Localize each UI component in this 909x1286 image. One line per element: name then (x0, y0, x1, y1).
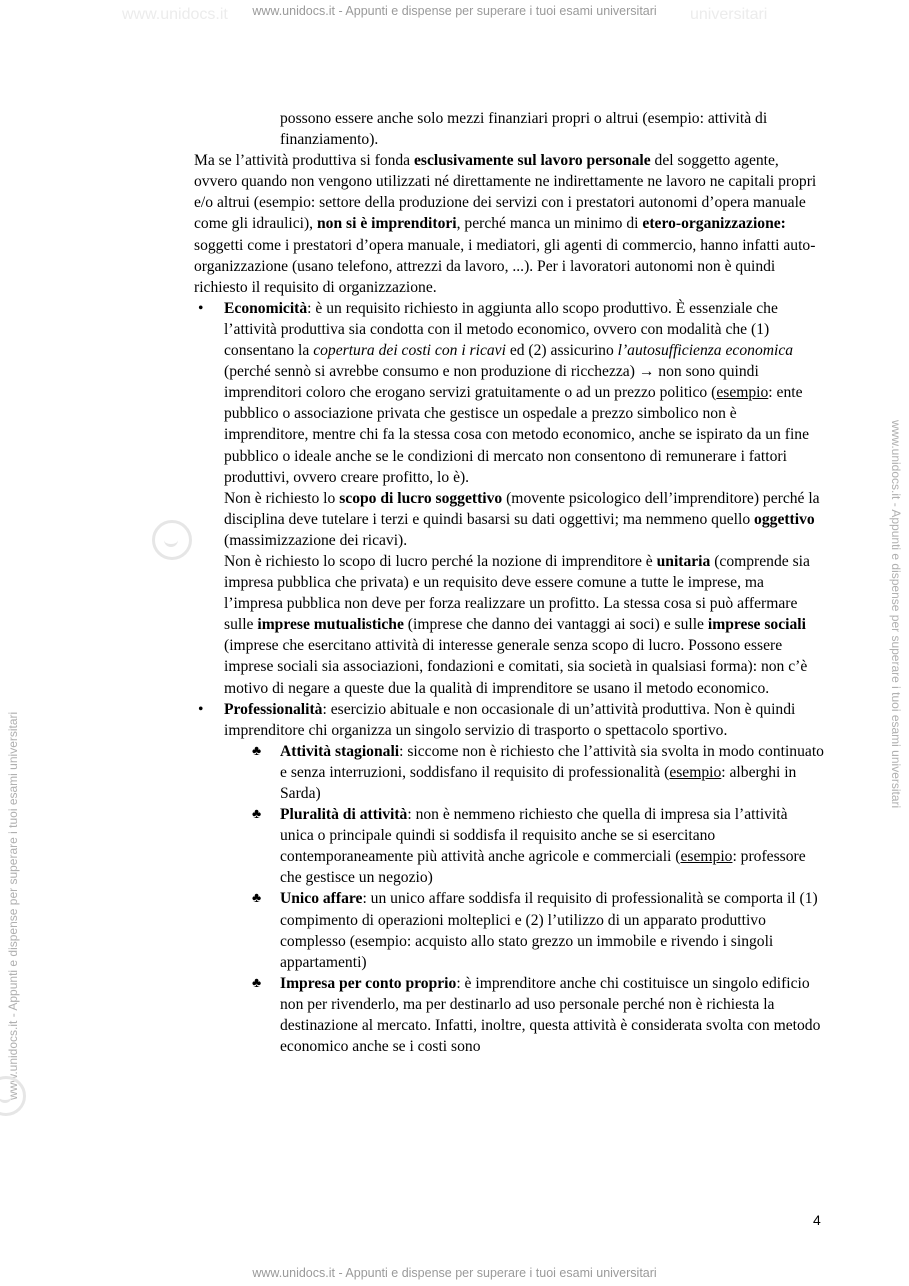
bullet-economicita: • Economicità: è un requisito richiesto in aggiunta allo scopo produttivo. È essenziale che l’attività produttiva sia condotta con il metodo economico, ovvero con modalità che (1) consentano la copertura dei costi con i ricavi ed (2) assicurino l’autosufficienza economica (perché sennò si avrebbe consumo e non produzione di ricchezza) → non sono quindi imprenditori coloro che erogano servizi gratuitamente o ad un prezzo politico (esempio: ente pubblico o associazione privata che gestisce un ospedale a prezzo simbolico non è imprenditore, mentre chi fa la stessa cosa con metodo economico, anche se ispirato da un fine pubblico o ideale anche se le condizioni di mercato non consentono di remunerare i fattori produttivi, ovvero creare profitto, lo è). (198, 299, 809, 486)
item-pluralita-attivita: ♣ Pluralità di attività: non è nemmeno richiesto che quella di impresa sia l’attività unica o principale quindi si soddisfa il requisito anche se si esercitano contemporaneamente più attività anche agricole e commerciali (esempio: professore che gestisce un negozio) (252, 806, 806, 887)
page-number: 4 (813, 1212, 821, 1228)
bullet-icon: • (198, 299, 204, 317)
right-side-watermark: www.unidocs.it - Appunti e dispense per superare i tuoi esami universitari (889, 420, 903, 809)
club-bullet-icon: ♣ (252, 743, 262, 759)
footer-watermark: www.unidocs.it - Appunti e dispense per superare i tuoi esami universitari (252, 1266, 657, 1280)
item-unico-affare: ♣ Unico affare: un unico affare soddisfa il requisito di professionalità se comporta il (1) compimento di operazioni molteplici e (2) l’utilizzo di un apparato produttivo complesso (esempio: acquisto allo stato grezzo un immobile e rivendo i singoli appartamenti) (252, 890, 818, 971)
left-side-watermark: www.unidocs.it - Appunti e dispense per superare i tuoi esami universitari (6, 711, 20, 1100)
item-impresa-conto-proprio: ♣ Impresa per conto proprio: è imprenditore anche chi costituisce un singolo edificio non per rivenderlo, ma per destinarlo ad uso personale perché non è richiesta la destinazione al mercato. Infatti, inoltre, questa attività è considerata svolta con metodo economico anche se i costi sono (252, 974, 821, 1056)
watermark-logo-icon (0, 1076, 26, 1116)
club-bullet-icon: ♣ (252, 891, 262, 907)
club-bullet-icon: ♣ (252, 807, 262, 823)
paragraph-lucro-soggettivo: Non è richiesto lo scopo di lucro soggettivo (movente psicologico dell’imprenditore) perché la disciplina deve tutelare i terzi e quindi basarsi su dati oggettivi; ma nemmeno quello oggettivo (massimizzazione dei ricavi). (224, 489, 820, 549)
bullet-professionalita: • Professionalità: esercizio abituale e non occasionale di un’attività produttiva. Non è quindi imprenditore chi organizza un singolo servizio di trasporto o spettacolo sportivo. (198, 700, 796, 739)
bullet-icon: • (198, 700, 204, 718)
ghost-watermark-right: universitari (690, 6, 768, 23)
watermark-logo-icon (152, 520, 192, 560)
paragraph-personal-work: Ma se l’attività produttiva si fonda esclusivamente sul lavoro personale del soggetto agente, ovvero quando non vengono utilizzati né direttamente ne indirettamente ne lavoro ne capitali propri e/o altrui (esempio: settore della produzione dei servizi con i prestatori autonomi d’opera manuale come gli idraulici), non si è imprenditori, perché manca un minimo di etero-organizzazione: soggetti come i prestatori d’opera manuale, i mediatori, gli agenti di commercio, hanno infatti auto-organizzazione (usano telefono, attrezzi da lavoro, ...). Per i lavoratori autonomi non è quindi richiesto il requisito di organizzazione. (194, 152, 817, 296)
document-body (194, 108, 824, 1057)
item-attivita-stagionali: ♣ Attività stagionali: siccome non è richiesto che l’attività sia svolta in modo continuato e senza interruzioni, soddisfano il requisito di professionalità (esempio: alberghi in Sarda) (252, 742, 824, 802)
ghost-watermark-left: www.unidocs.it (122, 6, 228, 23)
paragraph-financing: possono essere anche solo mezzi finanziari propri o altrui (esempio: attività di finanziamento). (280, 110, 768, 149)
club-bullet-icon: ♣ (252, 975, 262, 991)
header-watermark: www.unidocs.it - Appunti e dispense per superare i tuoi esami universitari (252, 4, 657, 18)
paragraph-unitaria: Non è richiesto lo scopo di lucro perché la nozione di imprenditore è unitaria (comprende sia impresa pubblica che privata) e un requisito deve essere comune a tutte le imprese, ma l’impresa pubblica non deve per forza realizzare un profitto. La stessa cosa si può affermare sulle imprese mutualistiche (imprese che danno dei vantaggi ai soci) e sulle imprese sociali (imprese che esercitano attività di interesse generale senza scopo di lucro. Possono essere imprese sociali sia associazioni, fondazioni e comitati, sia società in qualsiasi forma): non c’è motivo di negare a queste due la qualità di imprenditore se usano il metodo economico. (224, 552, 810, 697)
